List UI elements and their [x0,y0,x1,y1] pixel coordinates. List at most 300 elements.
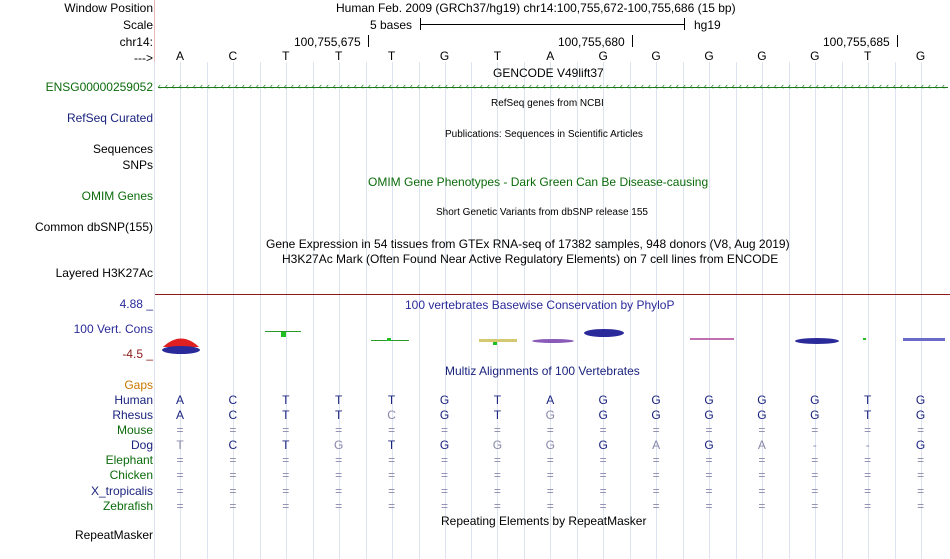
conservation-logo-t [532,339,574,343]
alignment-base: = [599,484,607,498]
coord-tick-3 [897,35,898,47]
strand-chevron: ‹ [676,81,679,91]
alignment-base: G [439,438,450,452]
alignment-base: = [229,468,237,482]
strand-chevron: ‹ [494,81,497,91]
alignment-base: = [546,484,554,498]
alignment-base: G [439,408,450,422]
gridline [842,62,843,559]
coord-tick-1 [368,35,369,47]
alignment-base: G [915,438,926,452]
strand-chevron: ‹ [683,81,686,91]
strand-chevron: ‹ [158,81,161,91]
strand-chevron: ‹ [557,81,560,91]
dbsnp-title[interactable]: Short Genetic Variants from dbSNP release 155 [436,207,648,218]
alignment-base: T [335,408,343,422]
strand-chevron: ‹ [704,81,707,91]
strand-chevron: ‹ [613,81,616,91]
strand-chevron: ‹ [732,81,735,91]
alignment-base: = [440,423,448,437]
strand-chevron: ‹ [298,81,301,91]
cons-label[interactable]: 100 Vert. Cons [73,322,153,336]
alignment-base: T [387,438,396,452]
strand-chevron: ‹ [270,81,273,91]
conservation-logo-g-3 [795,338,839,344]
alignment-base: = [176,468,184,482]
alignment-base: = [758,468,766,482]
strand-chevron: ‹ [928,81,931,91]
omim-label[interactable]: OMIM Genes [81,189,153,203]
strand-chevron: ‹ [305,81,308,91]
alignment-base: = [493,423,501,437]
alignment-base: A [652,438,661,452]
track-separator [155,294,950,295]
strand-chevron: ‹ [459,81,462,91]
multiz-title[interactable]: Multiz Alignments of 100 Vertebrates [445,364,640,378]
conservation-plot [155,320,950,360]
alignment-base: - [812,438,817,452]
alignment-base: = [388,499,396,513]
strand-chevron: ‹ [452,81,455,91]
alignment-base: G [545,408,555,422]
strand-chevron: ‹ [543,81,546,91]
alignment-base: = [705,484,713,498]
alignment-base: T [282,438,290,452]
alignment-base: = [440,499,448,513]
strand-chevron: ‹ [802,81,805,91]
gridline [736,62,737,559]
strand-chevron: ‹ [368,81,371,91]
sequence-base: G [598,49,608,63]
gridline [207,62,208,559]
alignment-base: G [598,408,608,422]
strand-chevron: ‹ [242,81,245,91]
alignment-base: = [599,499,607,513]
alignment-base: G [704,393,714,407]
alignment-base: = [282,423,290,437]
strand-chevron: ‹ [193,81,196,91]
sequence-base: T [335,49,343,63]
strand-chevron: ‹ [445,81,448,91]
alignment-base: = [917,423,925,437]
omim-title[interactable]: OMIM Gene Phenotypes - Dark Green Can Be Disease-causing [368,175,709,189]
strand-chevron: ‹ [347,81,350,91]
phylop-max-label: 4.88 _ [119,297,153,311]
strand-chevron: ‹ [431,81,434,91]
alignment-base: G [810,408,820,422]
strand-chevron: ‹ [165,81,168,91]
alignment-base: = [705,499,713,513]
window-position-label: Window Position [64,1,153,15]
strand-chevron: ‹ [921,81,924,91]
gridline [313,62,314,559]
strand-chevron: ‹ [823,81,826,91]
strand-chevron: ‹ [277,81,280,91]
strand-chevron: ‹ [207,81,210,91]
alignment-base: A [175,393,184,407]
alignment-base: G [704,438,714,452]
alignment-base: A [546,393,555,407]
alignment-base: = [917,484,925,498]
strand-chevron: ‹ [291,81,294,91]
phylop-min-label: -4.5 _ [122,347,153,361]
sequence-base: G [915,49,926,63]
alignment-base: = [758,484,766,498]
conservation-logo-g-2 [584,329,624,337]
alignment-base: G [810,393,820,407]
coord-tick-2 [632,35,633,47]
alignment-base: G [757,408,767,422]
strand-chevron: ‹ [662,81,665,91]
conservation-dot-t-3 [863,338,866,340]
gridline [683,62,684,559]
sequences-label[interactable]: Sequences [92,142,153,156]
alignment-base: = [229,453,237,467]
alignment-base: = [440,453,448,467]
strand-chevron: ‹ [424,81,427,91]
alignment-base: C [228,393,238,407]
strand-chevron: ‹ [340,81,343,91]
strand-chevron: ‹ [578,81,581,91]
strand-chevron: ‹ [914,81,917,91]
strand-chevron: ‹ [200,81,203,91]
strand-chevron: ‹ [655,81,658,91]
refseq-label[interactable]: RefSeq Curated [66,111,153,125]
scale-bar-left-tick [420,18,421,30]
alignment-base: G [915,408,926,422]
alignment-base: T [282,393,290,407]
strand-chevron: ‹ [788,81,791,91]
strand-chevron: ‹ [809,81,812,91]
conservation-bar-t-1 [265,331,301,332]
alignment-base: G [915,393,926,407]
strand-chevron: ‹ [760,81,763,91]
scale-label: Scale [122,18,153,32]
strand-chevron: ‹ [718,81,721,91]
strand-chevron: ‹ [620,81,623,91]
alignment-base: = [599,423,607,437]
alignment-base: T [493,408,502,422]
gridline [789,62,790,559]
alignment-base: = [493,453,501,467]
strand-chevron: ‹ [256,81,259,91]
alignment-base: T [387,393,396,407]
refseq-title[interactable]: RefSeq genes from NCBI [491,98,604,109]
strand-chevron: ‹ [396,81,399,91]
alignment-base: = [864,423,872,437]
strand-chevron: ‹ [515,81,518,91]
scale-bar [420,24,684,25]
strand-chevron: ‹ [592,81,595,91]
alignment-base: A [175,408,184,422]
strand-chevron: ‹ [774,81,777,91]
coord-label-1: 100,755,675 [294,35,361,49]
strand-chevron: ‹ [403,81,406,91]
strand-chevron: ‹ [907,81,910,91]
alignment-base: = [546,468,554,482]
strand-chevron: ‹ [711,81,714,91]
strand-chevron: ‹ [634,81,637,91]
strand-chevron: ‹ [389,81,392,91]
strand-chevron: ‹ [186,81,189,91]
strand-chevron: ‹ [235,81,238,91]
conservation-bar-g-2 [690,338,734,340]
alignment-base: T [493,393,502,407]
strand-chevron: ‹ [690,81,693,91]
species-label[interactable]: Rhesus [112,408,153,422]
scale-bar-right-tick [684,18,685,30]
alignment-base: = [176,453,184,467]
alignment-base: G [334,438,344,452]
alignment-base: = [652,423,660,437]
gridline [260,62,261,559]
strand-chevron: ‹ [354,81,357,91]
strand-chevron: ‹ [438,81,441,91]
strand-chevron: ‹ [669,81,672,91]
species-label[interactable]: Dog [130,438,153,452]
position-text: Human Feb. 2009 (GRCh37/hg19) chr14:100,755,672-100,755,686 (15 bp) [336,1,736,15]
alignment-base: = [282,484,290,498]
strand-chevron: ‹ [179,81,182,91]
alignment-base: = [546,423,554,437]
alignment-base: = [705,468,713,482]
alignment-base: = [335,453,343,467]
strand-chevron: ‹ [753,81,756,91]
strand-chevron: ‹ [893,81,896,91]
strand-chevron: ‹ [473,81,476,91]
alignment-base: = [335,484,343,498]
sequence-base: A [546,49,555,63]
species-label[interactable]: X_tropicalis [90,484,153,498]
conservation-dot-t-2 [387,338,391,341]
alignment-base: = [652,484,660,498]
strand-chevron: ‹ [221,81,224,91]
alignment-base: = [917,453,925,467]
alignment-base: G [598,393,608,407]
alignment-base: = [282,468,290,482]
coord-label-2: 100,755,680 [558,35,625,49]
strand-chevron: ‹ [571,81,574,91]
strand-chevron: ‹ [844,81,847,91]
alignment-base: = [652,499,660,513]
repeatmasker-label[interactable]: RepeatMasker [74,528,153,542]
gene-label-ensg[interactable]: ENSG00000259052 [45,80,153,94]
alignment-base: = [811,453,819,467]
h3k27ac-label[interactable]: Layered H3K27Ac [55,266,153,280]
strand-chevron: ‹ [837,81,840,91]
alignment-base: = [599,453,607,467]
alignment-base: G [704,408,714,422]
alignment-base: = [388,453,396,467]
strand-chevron: ‹ [697,81,700,91]
strand-chevron: ‹ [641,81,644,91]
alignment-base: = [758,499,766,513]
strand-chevron: ‹ [375,81,378,91]
alignment-base: = [388,468,396,482]
species-label[interactable]: Mouse [116,423,153,437]
snps-label[interactable]: SNPs [122,158,153,172]
strand-chevron: ‹ [851,81,854,91]
alignment-base: = [705,423,713,437]
strand-chevron: ‹ [935,81,938,91]
alignment-base: G [545,438,555,452]
strand-chevron: ‹ [781,81,784,91]
sequence-base: G [651,49,661,63]
alignment-base: T [864,393,872,407]
strand-chevron: ‹ [466,81,469,91]
alignment-base: = [864,484,872,498]
alignment-base: T [282,408,290,422]
alignment-base: = [917,499,925,513]
conservation-bar-g-1 [479,339,517,342]
scale-assembly: hg19 [694,18,721,32]
alignment-base: = [811,484,819,498]
alignment-base: = [388,484,396,498]
alignment-base: C [228,408,238,422]
strand-chevron: ‹ [725,81,728,91]
alignment-base: = [493,499,501,513]
strand-chevron: ‹ [522,81,525,91]
gencode-title[interactable]: GENCODE V49lift37 [493,66,604,80]
publications-title[interactable]: Publications: Sequences in Scientific Articles [445,129,643,140]
alignment-base: = [599,468,607,482]
alignment-base: = [335,468,343,482]
strand-chevron: ‹ [550,81,553,91]
strand-chevron: ‹ [858,81,861,91]
alignment-base: = [758,423,766,437]
conservation-bar-g-3 [903,338,945,341]
strand-chevron: ‹ [886,81,889,91]
alignment-base: = [652,453,660,467]
strand-chevron: ‹ [529,81,532,91]
strand-chevron: ‹ [319,81,322,91]
sequence-base: G [810,49,820,63]
strand-chevron: ‹ [872,81,875,91]
strand-chevron: ‹ [942,81,945,91]
h3k27ac-title[interactable]: H3K27Ac Mark (Often Found Near Active Regulatory Elements) on 7 cell lines from ENCODE [282,252,779,266]
alignment-base: = [493,484,501,498]
alignment-base: = [176,499,184,513]
strand-chevron: ‹ [900,81,903,91]
strand-chevron: ‹ [816,81,819,91]
alignment-base: = [917,468,925,482]
repeatmasker-title[interactable]: Repeating Elements by RepeatMasker [441,514,647,528]
strand-chevron: ‹ [795,81,798,91]
gtex-title[interactable]: Gene Expression in 54 tissues from GTEx RNA-seq of 17382 samples, 948 donors (V8, Aug 2019) [266,237,790,251]
alignment-base: = [864,499,872,513]
alignment-base: = [335,423,343,437]
strand-chevron: ‹ [333,81,336,91]
dbsnp-label[interactable]: Common dbSNP(155) [34,220,153,234]
alignment-base: G [757,393,767,407]
sequence-base: G [439,49,450,63]
gaps-label[interactable]: Gaps [124,378,153,392]
conservation-dot-t-1 [281,332,286,337]
alignment-base: T [335,393,343,407]
alignment-base: C [228,438,238,452]
gridline [154,62,155,559]
alignment-base: G [439,393,450,407]
alignment-base: G [598,438,608,452]
strand-chevron: ‹ [746,81,749,91]
strand-chevron: ‹ [263,81,266,91]
conservation-dot-g-1 [493,342,497,345]
alignment-base: = [652,468,660,482]
alignment-base: G [651,408,661,422]
alignment-base: A [757,438,766,452]
strand-chevron: ‹ [865,81,868,91]
strand-chevron: ‹ [627,81,630,91]
alignment-base: = [335,499,343,513]
species-label[interactable]: Elephant [105,453,153,467]
species-label[interactable]: Chicken [109,468,153,482]
strand-chevron: ‹ [214,81,217,91]
strand-chevron: ‹ [536,81,539,91]
alignment-base: = [493,468,501,482]
strand-chevron: ‹ [382,81,385,91]
conservation-logo-a [163,339,199,348]
chrom-label: chr14: [119,35,153,49]
strand-chevron: ‹ [508,81,511,91]
alignment-base: = [229,499,237,513]
strand-chevron: ‹ [487,81,490,91]
phylop-title[interactable]: 100 vertebrates Basewise Conservation by PhyloP [405,298,675,312]
strand-chevron: ‹ [767,81,770,91]
alignment-base: = [440,468,448,482]
strand-chevron: ‹ [249,81,252,91]
sequence-base: C [228,49,238,63]
alignment-base: = [176,423,184,437]
strand-arrow-label: ---> [134,51,153,65]
sequence-base: A [175,49,184,63]
alignment-base: = [388,423,396,437]
alignment-base: G [651,393,661,407]
alignment-base: = [705,453,713,467]
strand-chevron: ‹ [312,81,315,91]
strand-chevron: ‹ [648,81,651,91]
strand-chevron: ‹ [284,81,287,91]
strand-chevron: ‹ [417,81,420,91]
species-label[interactable]: Human [114,393,153,407]
strand-chevron: ‹ [326,81,329,91]
alignment-base: = [546,499,554,513]
strand-chevron: ‹ [172,81,175,91]
alignment-base: = [864,453,872,467]
sequence-base: T [282,49,290,63]
species-label[interactable]: Zebrafish [102,499,153,513]
alignment-base: = [811,423,819,437]
alignment-base: = [440,484,448,498]
alignment-base: T [176,438,184,452]
strand-chevron: ‹ [361,81,364,91]
alignment-base: = [229,484,237,498]
sequence-base: G [757,49,767,63]
strand-chevron: ‹ [501,81,504,91]
strand-chevron: ‹ [599,81,602,91]
sequence-base: T [493,49,502,63]
alignment-base: - [865,438,870,452]
alignment-base: = [546,453,554,467]
gridline [366,62,367,559]
alignment-base: = [864,468,872,482]
alignment-base: = [229,423,237,437]
strand-chevron: ‹ [606,81,609,91]
scale-text: 5 bases [370,18,413,32]
strand-chevron: ‹ [410,81,413,91]
gridline [895,62,896,559]
alignment-base: = [176,484,184,498]
alignment-base: = [758,453,766,467]
